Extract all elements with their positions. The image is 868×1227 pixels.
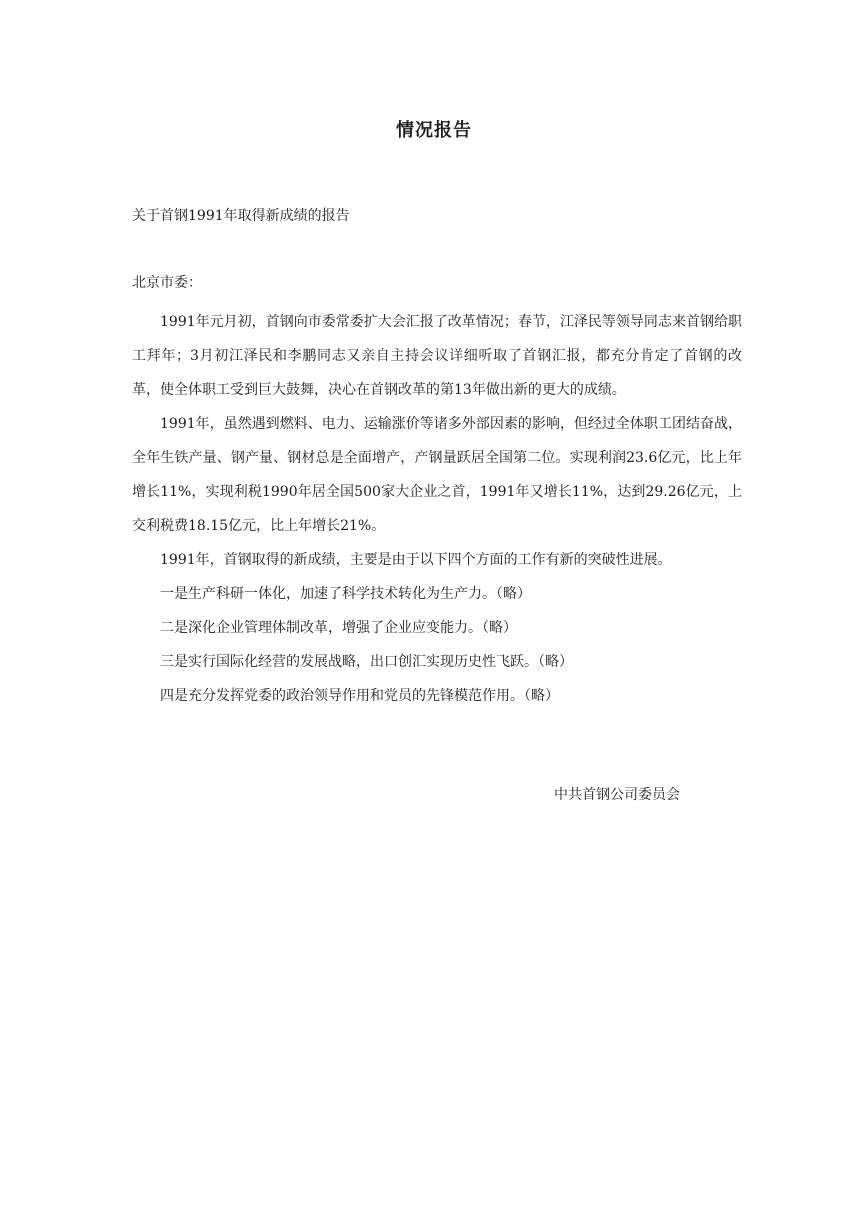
document-subtitle: 关于首钢1991年取得新成绩的报告 — [132, 208, 350, 224]
paragraph-3: 1991年，首钢取得的新成绩，主要是由于以下四个方面的工作有新的突破性进展。 — [160, 552, 672, 568]
paragraph-2: 1991年，虽然遇到燃料、电力、运输涨价等诸多外部因素的影响，但经过全体职工团结奋战，全年生铁产量、钢产量、钢材总是全面增产，产钢量跃居全国第二位。实现利润23.6亿元，比上年增长11%，实现利税1990年居全国500家大企业之首，1991年又增长11%，达到29.26亿元，上交利税费18.15亿元，比上年增长21%。 — [132, 416, 742, 534]
paragraph-7: 四是充分发挥党委的政治领导作用和党员的先锋模范作用。（略） — [160, 688, 559, 704]
paragraph-5: 二是深化企业管理体制改革，增强了企业应变能力。（略） — [160, 620, 517, 636]
paragraph-6: 三是实行国际化经营的发展战略，出口创汇实现历史性飞跃。（略） — [160, 654, 573, 670]
document-title: 情况报告 — [396, 120, 472, 141]
paragraph-4: 一是生产科研一体化，加速了科学技术转化为生产力。（略） — [160, 586, 531, 602]
document-body — [132, 305, 742, 713]
paragraph-1: 1991年元月初，首钢向市委常委扩大会汇报了改革情况；春节，江泽民等领导同志来首钢给职工拜年；3月初江泽民和李鹏同志又亲自主持会议详细听取了首钢汇报，都充分肯定了首钢的改革，使全体职工受到巨大鼓舞，决心在首钢改革的第13年做出新的更大的成绩。 — [132, 314, 742, 398]
recipient-line: 北京市委： — [132, 275, 202, 291]
signature: 中共首钢公司委员会 — [554, 787, 680, 803]
